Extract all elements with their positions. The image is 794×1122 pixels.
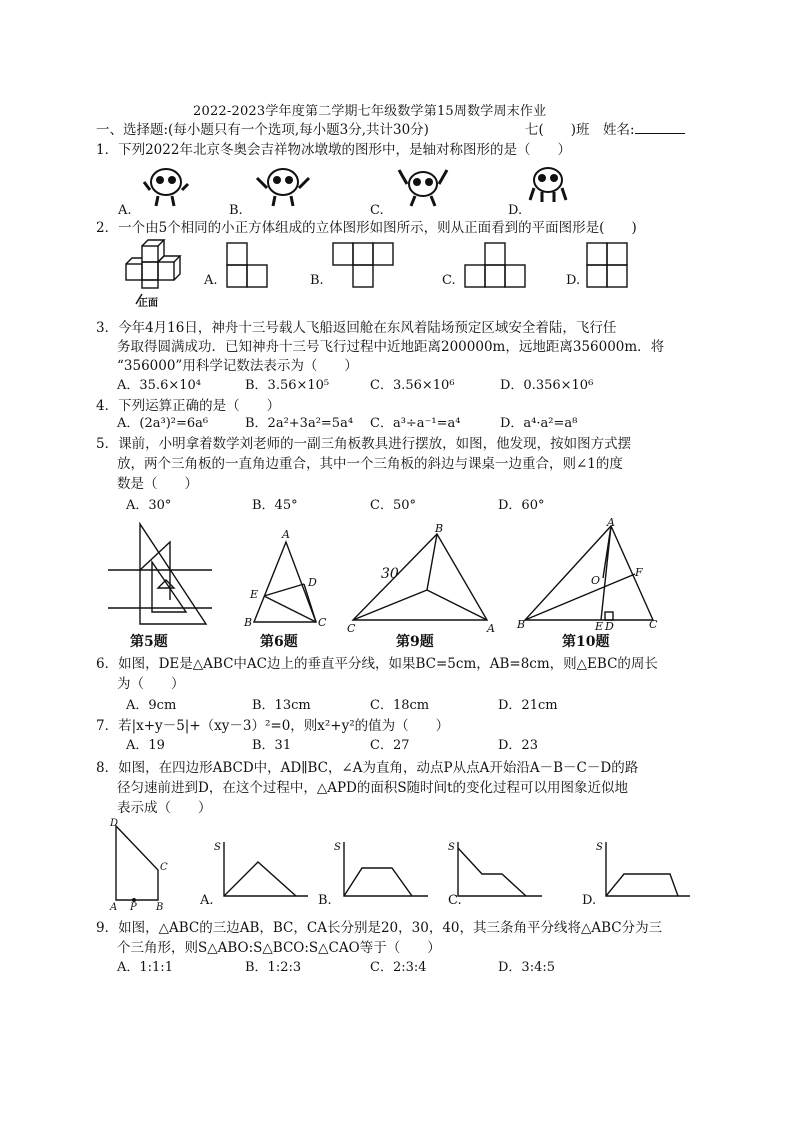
- question-6-line-1: 6．如图，DE是△ABC中AC边上的垂直平分线，如果BC=5cm，AB=8cm，则△EBC的周长: [96, 656, 658, 672]
- section-heading: 一、选择题:(每小题只有一个选项,每小题3分,共计30分): [96, 122, 429, 138]
- fig9-label-b: B: [435, 522, 444, 535]
- caption-fig6: 第6题: [260, 634, 298, 650]
- question-2-text: 2．一个由5个相同的小正方体组成的立体图形如图所示，则从正面看到的平面图形是( ): [96, 220, 637, 236]
- q2-option-a[interactable]: A.: [204, 273, 218, 288]
- fig10-label-f: F: [635, 566, 643, 579]
- q2-view-d: [586, 242, 630, 288]
- class-name-field: 七( )班 姓名:: [525, 122, 685, 138]
- fig6-label-a: A: [282, 528, 290, 541]
- fig6-label-c: C: [318, 616, 327, 629]
- q8-option-c[interactable]: C.: [448, 893, 462, 908]
- fig9-label-c: C: [347, 622, 356, 635]
- q2-option-b[interactable]: B.: [310, 273, 324, 288]
- fig8-label-d: D: [110, 818, 119, 829]
- question-5-line-3: 数是（ ）: [117, 476, 198, 492]
- q5-option-c[interactable]: C．50°: [370, 498, 416, 513]
- q7-option-d[interactable]: D．23: [498, 738, 538, 753]
- q9-option-a[interactable]: A．1:1:1: [117, 960, 173, 975]
- q8-graph-c: [446, 840, 546, 906]
- fig10-label-o: O: [591, 574, 601, 587]
- q1-option-c[interactable]: C.: [370, 203, 384, 218]
- question-6-line-2: 为（ ）: [117, 676, 185, 692]
- q9-option-d[interactable]: D．3:4:5: [498, 960, 555, 975]
- q8-option-b[interactable]: B.: [318, 893, 332, 908]
- fig10-label-a: A: [607, 516, 615, 529]
- question-5-line-1: 5．课前，小明拿着数学刘老师的一副三角板教具进行摆放，如图，他发现，按如图方式摆: [96, 436, 632, 452]
- fig10-label-d: D: [605, 620, 614, 633]
- q4-option-b[interactable]: B．2a²+3a²=5a⁴: [245, 416, 354, 431]
- figure-8-quadrilateral: [108, 818, 178, 913]
- fig8-label-p: P: [130, 902, 137, 913]
- question-9-line-1: 9．如图，△ABC的三边AB，BC，CA长分别是20，30，40，其三条角平分线将△ABC分为三: [96, 920, 663, 936]
- fig8-label-b: B: [156, 902, 164, 913]
- question-4-text: 4．下列运算正确的是（ ）: [96, 398, 281, 414]
- caption-fig5: 第5题: [130, 634, 168, 650]
- fig9-label-a: A: [487, 622, 495, 635]
- mascot-figure-b: [255, 160, 315, 210]
- fig9-label-30: 30: [381, 566, 399, 582]
- q3-option-d[interactable]: D．0.356×10⁶: [500, 378, 594, 393]
- q2-view-b: [332, 242, 396, 288]
- q1-option-b[interactable]: B.: [229, 203, 243, 218]
- fig8-label-c: C: [160, 862, 168, 873]
- question-3-line-3: “356000”用科学记数法表示为（ ）: [117, 358, 358, 374]
- q4-option-c[interactable]: C．a³÷a⁻¹=a⁴: [370, 416, 461, 431]
- question-8-line-1: 8．如图，在四边形ABCD中，AD∥BC，∠A为直角，动点P从点A开始沿A－B－C－D的路: [96, 760, 639, 776]
- q2-view-c: [464, 242, 528, 288]
- q2-view-a: [226, 242, 270, 288]
- front-label: 正面: [138, 298, 158, 309]
- q8c-s: S: [448, 842, 455, 853]
- q6-option-b[interactable]: B．13cm: [252, 698, 311, 713]
- q8-option-a[interactable]: A.: [200, 893, 214, 908]
- question-7-text: 7．若|x+y－5|+（xy－3）²=0，则x²+y²的值为（ ）: [96, 718, 450, 734]
- q8-option-d[interactable]: D.: [582, 893, 597, 908]
- q7-option-c[interactable]: C．27: [370, 738, 410, 753]
- q1-option-d[interactable]: D.: [508, 203, 523, 218]
- question-3-line-1: 3．今年4月16日，神舟十三号载人飞船返回舱在东风着陆场预定区域安全着陆，飞行任: [96, 320, 617, 336]
- mascot-figure-c: [395, 160, 455, 210]
- fig6-label-b: B: [244, 616, 253, 629]
- q8-graph-b: [332, 840, 432, 906]
- q3-option-b[interactable]: B．3.56×10⁵: [245, 378, 330, 393]
- q2-option-d[interactable]: D.: [566, 273, 581, 288]
- q9-option-b[interactable]: B．1:2:3: [245, 960, 302, 975]
- mascot-figure-a: [140, 160, 200, 210]
- q1-option-a[interactable]: A.: [118, 203, 132, 218]
- q4-option-d[interactable]: D．a⁴·a²=a⁸: [500, 416, 578, 431]
- question-1-text: 1．下列2022年北京冬奥会吉祥物冰墩墩的图形中，是轴对称图形的是（ ）: [96, 142, 571, 158]
- q6-option-d[interactable]: D．21cm: [498, 698, 558, 713]
- q8-graph-d: [594, 840, 694, 906]
- q6-option-a[interactable]: A．9cm: [126, 698, 177, 713]
- q9-option-c[interactable]: C．2:3:4: [370, 960, 427, 975]
- fig10-label-b: B: [517, 618, 526, 631]
- q3-option-c[interactable]: C．3.56×10⁶: [370, 378, 455, 393]
- page-title: 2022-2023学年度第二学期七年级数学第15周数学周末作业: [193, 104, 547, 119]
- figure-9: [345, 522, 505, 635]
- fig10-label-e: E: [595, 620, 604, 633]
- fig6-label-d: D: [308, 576, 317, 589]
- question-3-line-2: 务取得圆满成功．已知神舟十三号飞行过程中近地距离200000m，远地距离356000m．将: [117, 339, 665, 355]
- q6-option-c[interactable]: C．18cm: [370, 698, 430, 713]
- question-5-line-2: 放，两个三角板的一直角边重合，其中一个三角板的斜边与课桌一边重合，则∠1的度: [117, 456, 623, 472]
- q8d-s: S: [596, 842, 603, 853]
- q5-option-d[interactable]: D．60°: [498, 498, 545, 513]
- figure-5: [108, 522, 218, 632]
- mascot-figure-d: [520, 160, 580, 210]
- fig8-label-a: A: [110, 902, 118, 913]
- q7-option-a[interactable]: A．19: [126, 738, 165, 753]
- figure-6: [228, 522, 338, 632]
- fig6-label-e: E: [250, 588, 259, 601]
- q2-option-c[interactable]: C.: [442, 273, 456, 288]
- q5-option-a[interactable]: A．30°: [126, 498, 172, 513]
- q8b-s: S: [334, 842, 341, 853]
- fig10-label-c: C: [649, 618, 658, 631]
- figure-10: [515, 518, 665, 633]
- q8-graph-a: [212, 840, 312, 906]
- q5-option-b[interactable]: B．45°: [252, 498, 298, 513]
- name-blank[interactable]: [635, 133, 685, 134]
- question-8-line-3: 表示成（ ）: [117, 800, 212, 816]
- question-9-line-2: 个三角形，则S△ABO:S△BCO:S△CAO等于（ ）: [117, 940, 441, 956]
- q7-option-b[interactable]: B．31: [252, 738, 292, 753]
- q8a-s: S: [214, 842, 221, 853]
- q3-option-a[interactable]: A．35.6×10⁴: [117, 378, 201, 393]
- q4-option-a[interactable]: A．(2a³)²=6a⁶: [117, 416, 209, 431]
- question-8-line-2: 径匀速前进到D，在这个过程中，△APD的面积S随时间t的变化过程可以用图象近似地: [117, 780, 629, 796]
- caption-fig10: 第10题: [562, 634, 610, 650]
- caption-fig9: 第9题: [396, 634, 434, 650]
